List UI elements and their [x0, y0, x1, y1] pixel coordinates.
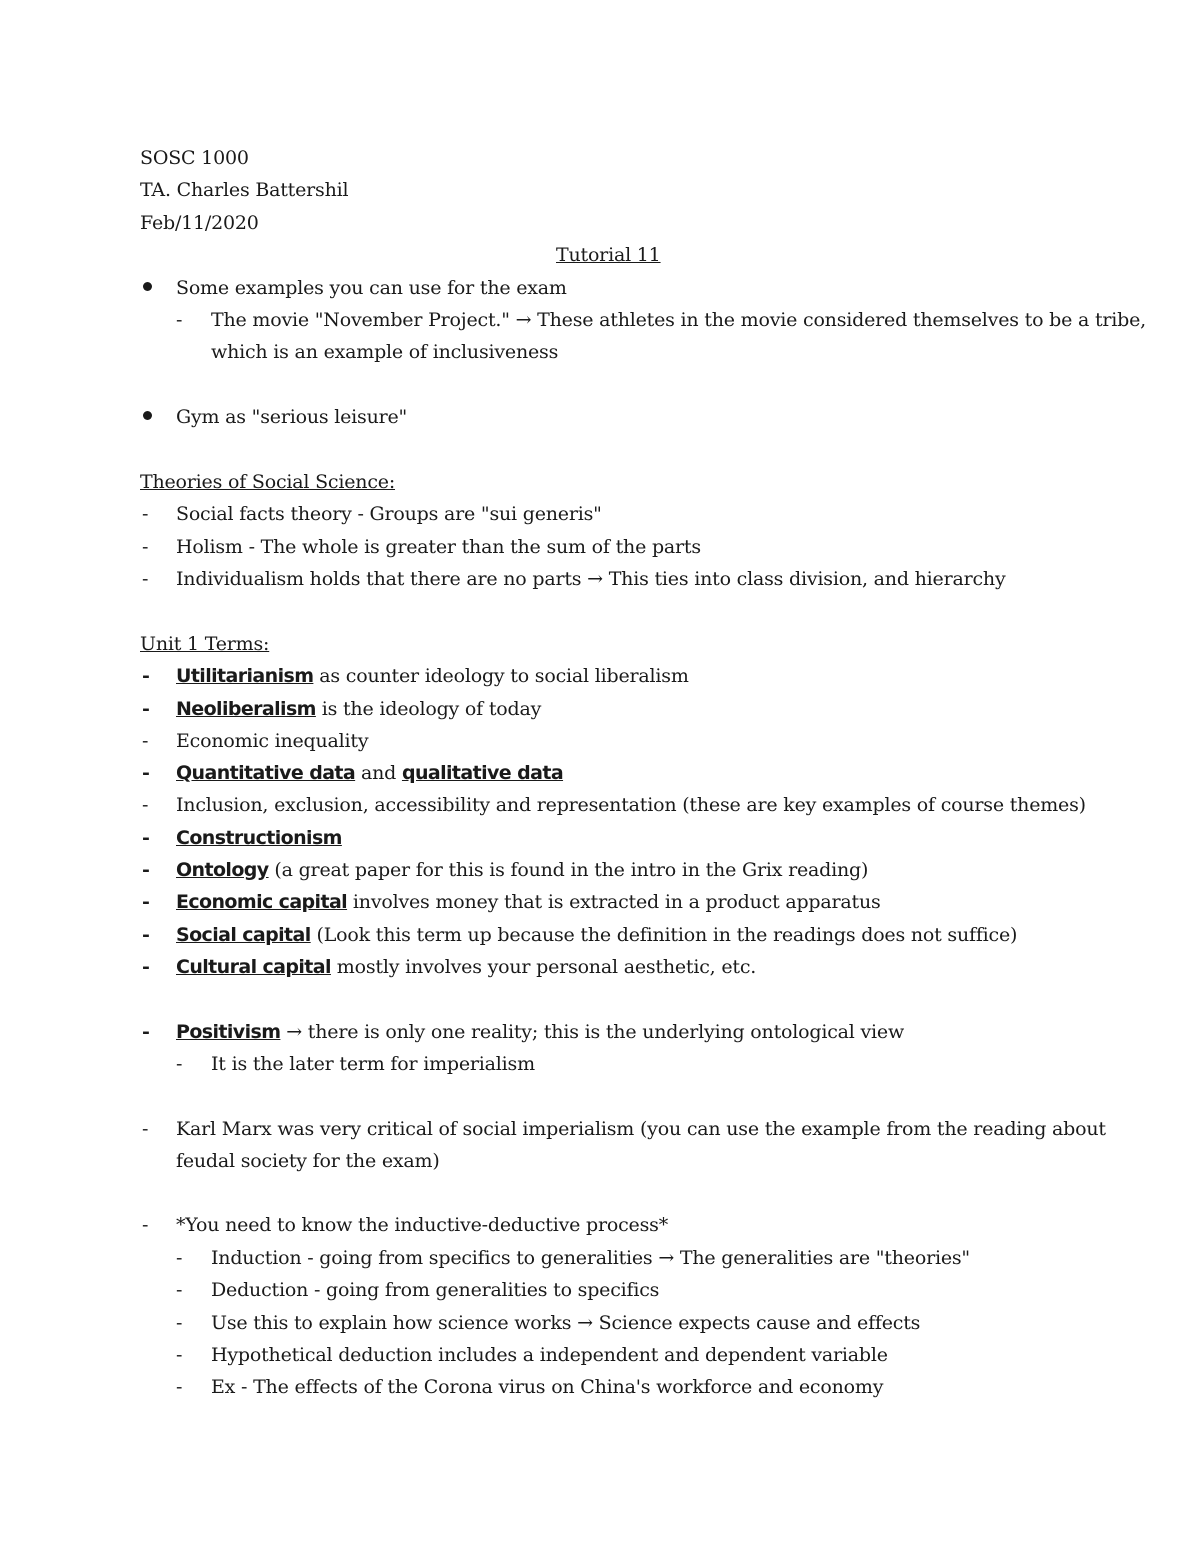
term-description: - The whole is greater than the sum of the parts	[242, 536, 701, 558]
dash-marker: -	[142, 924, 150, 946]
section-heading: Unit 1 Terms:	[140, 633, 270, 655]
list-item	[176, 955, 756, 979]
bold-term: Constructionism	[176, 827, 342, 849]
list-item	[176, 664, 689, 688]
list-item: Economic inequality	[176, 730, 369, 752]
dash-marker: -	[142, 1214, 149, 1236]
dash-marker: -	[142, 762, 150, 784]
term: Ex	[211, 1376, 236, 1398]
sub-item-text	[211, 1375, 883, 1399]
dash-marker: -	[142, 730, 149, 752]
dash-marker: -	[142, 536, 149, 558]
list-item	[176, 1020, 904, 1044]
dash-marker: -	[176, 1279, 183, 1301]
term-description: involves money that is extracted in a product apparatus	[347, 891, 881, 913]
list-item: Individualism holds that there are no parts → This ties into class division, and hierarchy	[176, 568, 1006, 590]
bold-term: qualitative data	[401, 762, 564, 784]
dash-marker: -	[176, 1053, 183, 1075]
bullet-text: Gym as "serious leisure"	[176, 406, 408, 428]
list-item-cont: feudal society for the exam)	[176, 1150, 440, 1172]
sub-item-text	[211, 1246, 970, 1270]
term: Holism	[176, 536, 243, 558]
term: Social facts theory	[176, 503, 352, 525]
term-description: - going from generalities to specifics	[308, 1279, 660, 1301]
bold-term: Quantitative data	[176, 762, 356, 784]
bold-term: Economic capital	[176, 891, 348, 913]
sub-item-text: The movie "November Project." → These athletes in the movie considered themselves to be a tribe,	[211, 309, 1147, 331]
ta-name: TA. Charles Battershil	[140, 179, 349, 201]
bold-term: Neoliberalism	[176, 698, 316, 720]
term-description: mostly involves your personal aesthetic, etc.	[330, 956, 757, 978]
list-item	[176, 826, 342, 850]
bullet-dot	[143, 282, 152, 291]
term-description: as counter ideology to social liberalism	[313, 665, 689, 687]
bullet-text: Some examples you can use for the exam	[176, 277, 567, 299]
bullet-dot	[143, 411, 152, 420]
sub-item-text: It is the later term for imperialism	[211, 1053, 535, 1075]
term-description: and	[355, 762, 402, 784]
sub-item-text: Hypothetical deduction includes a independent and dependent variable	[211, 1344, 888, 1366]
dash-marker: -	[142, 956, 150, 978]
dash-marker: -	[176, 1312, 183, 1334]
term-description: - Groups are "sui generis"	[351, 503, 602, 525]
dash-marker: -	[176, 1344, 183, 1366]
sub-item-text-cont: which is an example of inclusiveness	[211, 341, 559, 363]
sub-item-text	[211, 1278, 659, 1302]
list-item: Karl Marx was very critical of social imperialism (you can use the example from the reading about	[176, 1118, 1106, 1140]
term-description: (a great paper for this is found in the intro in the Grix reading)	[268, 859, 869, 881]
dash-marker: -	[142, 698, 150, 720]
bold-term: Utilitarianism	[176, 665, 314, 687]
bold-term: Ontology	[176, 859, 269, 881]
bold-term: Positivism	[176, 1021, 281, 1043]
term: Deduction	[211, 1279, 309, 1301]
dash-marker: -	[142, 827, 150, 849]
dash-marker: -	[142, 794, 149, 816]
dash-marker: -	[142, 1021, 150, 1043]
page-title: Tutorial 11	[556, 244, 661, 266]
sub-item-text: Use this to explain how science works → Science expects cause and effects	[211, 1312, 921, 1334]
list-item	[176, 761, 563, 785]
dash-marker: -	[142, 665, 150, 687]
dash-marker: -	[176, 1376, 183, 1398]
date: Feb/11/2020	[140, 212, 259, 234]
list-item: Inclusion, exclusion, accessibility and representation (these are key examples of course themes)	[176, 794, 1086, 816]
bold-term: Cultural capital	[176, 956, 331, 978]
dash-marker: -	[142, 503, 149, 525]
course-code: SOSC 1000	[140, 147, 249, 169]
bold-term: Social capital	[176, 924, 311, 946]
term-description: → there is only one reality; this is the underlying ontological view	[280, 1021, 905, 1043]
list-item	[176, 535, 701, 559]
term-description: - going from specifics to generalities → The generalities are "theories"	[301, 1247, 970, 1269]
term-description: (Look this term up because the definition in the readings does not suffice)	[310, 924, 1018, 946]
term-description: is the ideology of today	[315, 698, 542, 720]
list-item	[176, 923, 1017, 947]
list-item	[176, 502, 602, 526]
term: Induction	[211, 1247, 302, 1269]
dash-marker: -	[142, 568, 149, 590]
dash-marker: -	[142, 1118, 149, 1140]
list-item	[176, 697, 541, 721]
dash-marker: -	[176, 309, 183, 331]
dash-marker: -	[142, 891, 150, 913]
section-heading: Theories of Social Science:	[140, 471, 396, 493]
dash-marker: -	[176, 1247, 183, 1269]
list-item	[176, 890, 881, 914]
list-item: *You need to know the inductive-deductive process*	[176, 1214, 669, 1236]
list-item	[176, 858, 868, 882]
term-description: - The effects of the Corona virus on China's workforce and economy	[235, 1376, 884, 1398]
dash-marker: -	[142, 859, 150, 881]
